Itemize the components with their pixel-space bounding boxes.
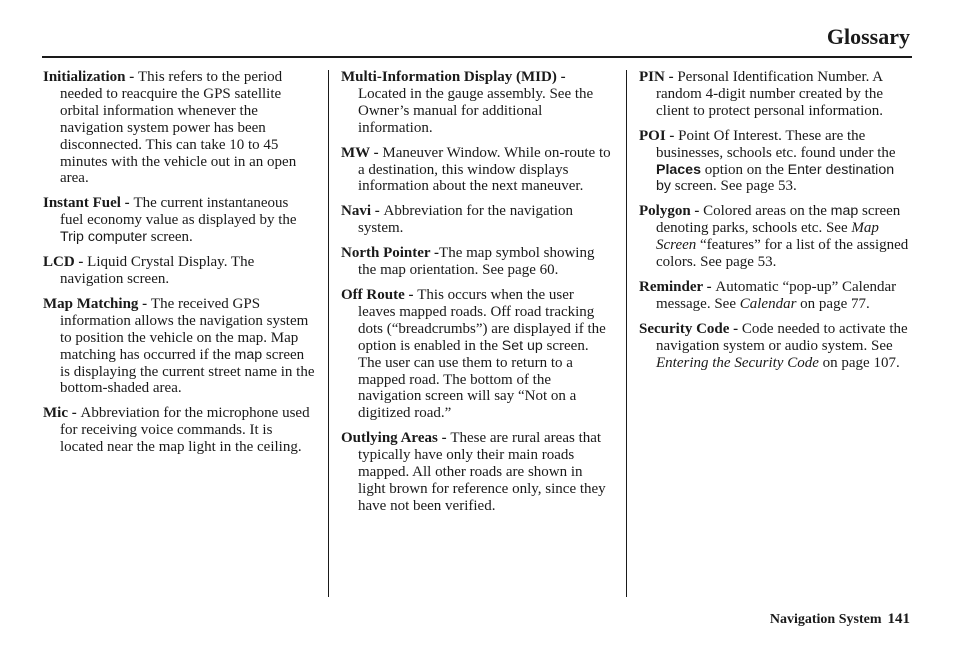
definition-text: Colored areas on the	[703, 203, 831, 220]
glossary-term: Polygon -	[639, 203, 704, 220]
definition-text: Abbreviation for the navigation system.	[358, 203, 574, 237]
glossary-term: Multi-Information Display (MID) -	[341, 69, 566, 85]
definition-text: screen. The user can use them to return to a mapped road. The bottom of the navigation screen will say “Not on a digitized road.”	[358, 337, 589, 422]
definition-text: Maneuver Window. While on-route to a destination, this window displays information about the next maneuver.	[358, 144, 611, 195]
definition-text: This refers to the period needed to reacquire the GPS satellite orbital information whenever the navigation system power has been disconnected. This can take 10 to 45 minutes with the vehicle out in an open area.	[60, 69, 297, 187]
definition-text: The received GPS information allows the navigation system to position the vehicle on the map. Map matching has occurred if the	[60, 295, 309, 363]
page-title: Glossary	[826, 24, 910, 49]
glossary-entry	[341, 430, 611, 515]
cross-reference: Entering the Security Code	[656, 354, 819, 371]
definition-text: The map symbol showing the map orientation. See page 60.	[358, 245, 595, 279]
cross-reference: Calendar	[739, 295, 797, 312]
glossary-term: North Pointer -	[341, 245, 440, 262]
definition-text: on page 77.	[796, 295, 870, 312]
glossary-term: Reminder -	[639, 278, 716, 295]
glossary-entry	[43, 405, 315, 456]
definition-text: screen denoting parks, schools etc. See	[656, 203, 901, 237]
glossary-entry	[341, 245, 611, 279]
glossary-term: Instant Fuel -	[43, 195, 134, 212]
definition-text: The current instantaneous fuel economy value as displayed by the	[60, 195, 297, 229]
glossary-entry	[639, 279, 911, 313]
definition-text: screen.	[147, 229, 193, 246]
glossary-entry	[639, 69, 911, 120]
definition-text: Abbreviation for the microphone used for receiving voice commands. It is located near the map light in the ceiling.	[60, 405, 310, 456]
glossary-term: Security Code -	[639, 320, 742, 337]
definition-text: Point Of Interest. These are the businesses, schools etc. found under the	[656, 127, 896, 161]
page-footer	[770, 611, 910, 628]
glossary-term: Off Route -	[341, 286, 418, 303]
column-divider	[626, 70, 627, 597]
definition-text: screen. See page 53.	[670, 178, 797, 195]
ui-screen-name: Enter destination by	[656, 161, 895, 195]
definition-text: screen is displaying the current street name in the bottom-shaded area.	[60, 346, 315, 397]
glossary-term: Initialization -	[43, 69, 139, 85]
glossary-term: LCD -	[43, 254, 88, 271]
definition-text: Code needed to activate the navigation system or audio system. See	[656, 320, 908, 354]
definition-text: Liquid Crystal Display. The navigation screen.	[60, 254, 255, 287]
glossary-entry	[43, 296, 315, 397]
glossary-term: Navi -	[341, 203, 384, 220]
ui-option-name: Places	[656, 161, 701, 178]
title-divider	[42, 56, 912, 58]
glossary-term: Map Matching -	[43, 295, 151, 312]
column-divider	[328, 70, 329, 597]
cross-reference: Map Screen	[656, 220, 879, 254]
definition-text: “features” for a list of the assigned colors. See page 53.	[656, 237, 909, 271]
glossary-column-2	[341, 69, 611, 523]
definition-text: Located in the gauge assembly. See the Owner’s manual for additional information.	[358, 85, 594, 136]
ui-screen-name: Set up	[501, 337, 543, 354]
glossary-entry	[43, 254, 315, 288]
ui-screen-name: Trip computer	[60, 229, 147, 246]
page-number: 141	[887, 611, 910, 627]
ui-screen-name: map	[234, 346, 263, 363]
definition-text: Automatic “pop-up” Calendar message. See	[656, 278, 897, 312]
glossary-entry	[639, 203, 911, 271]
glossary-term: Mic -	[43, 405, 81, 422]
glossary-entry	[639, 128, 911, 196]
footer-section-name: Navigation System	[769, 612, 882, 627]
glossary-column-3	[639, 69, 911, 380]
glossary-entry	[341, 287, 611, 422]
definition-text: These are rural areas that typically have only their main roads mapped. All other roads are shown in light brown for reference only, since they have not been verified.	[358, 430, 606, 514]
glossary-term: Outlying Areas -	[341, 430, 451, 447]
glossary-entry	[341, 203, 611, 237]
definition-text: option on the	[700, 161, 788, 178]
definition-text: This occurs when the user leaves mapped roads. Off road tracking dots (“breadcrumbs”) are displayed if the option is enabled in the	[358, 286, 606, 354]
ui-screen-name: map	[830, 203, 859, 220]
glossary-entry	[341, 69, 611, 137]
glossary-entry	[43, 195, 315, 246]
glossary-column-1	[43, 69, 315, 464]
glossary-term: MW -	[341, 144, 383, 161]
definition-text: Personal Identification Number. A random 4-digit number created by the client to protect personal information.	[656, 69, 884, 119]
glossary-term: PIN -	[639, 69, 678, 85]
glossary-term: POI -	[639, 127, 679, 144]
glossary-entry	[43, 69, 315, 187]
glossary-entry	[639, 321, 911, 372]
glossary-entry	[341, 145, 611, 196]
definition-text: on page 107.	[818, 354, 900, 371]
